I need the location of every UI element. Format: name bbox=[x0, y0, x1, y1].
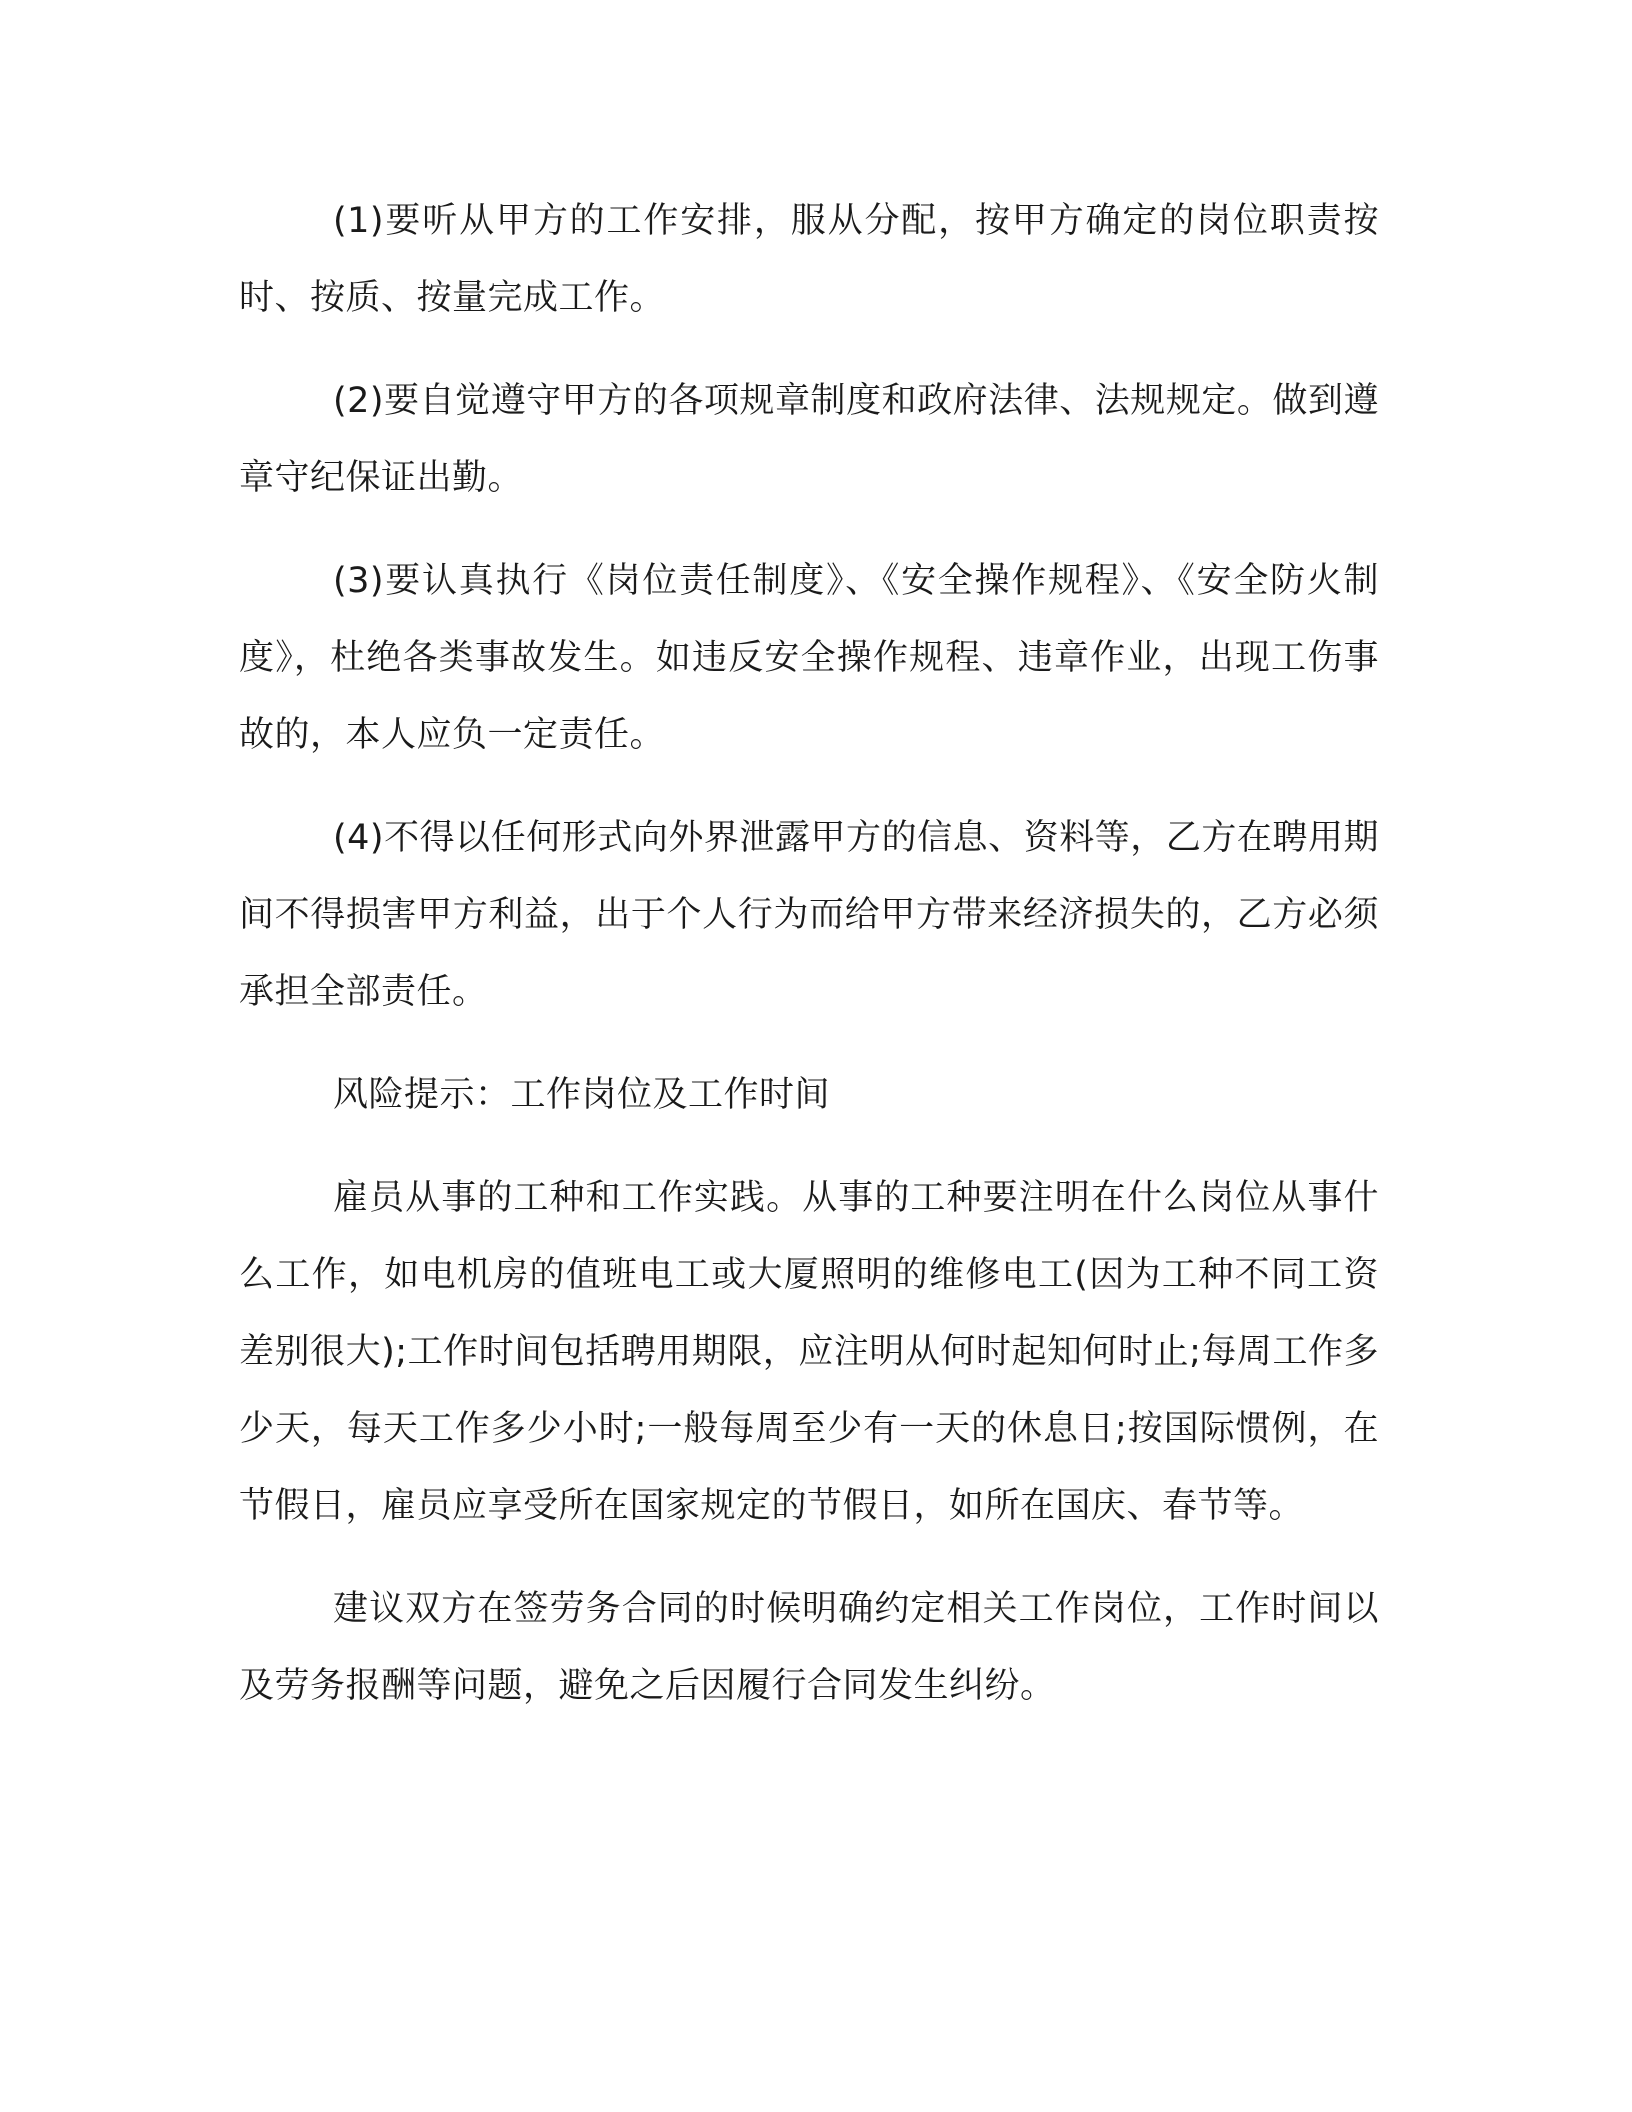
clause-3-paragraph: (3)要认真执行《岗位责任制度》、《安全操作规程》、《安全防火制度》，杜绝各类事故发生。如违反安全操作规程、违章作业，出现工伤事故的，本人应负一定责任。 bbox=[239, 561, 1379, 755]
clause-2-paragraph: (2)要自觉遵守甲方的各项规章制度和政府法律、法规规定。做到遵章守纪保证出勤。 bbox=[239, 381, 1379, 498]
risk-heading: 风险提示：工作岗位及工作时间 bbox=[333, 1075, 831, 1115]
document-body bbox=[239, 183, 1379, 1751]
clause-4-paragraph: (4)不得以任何形式向外界泄露甲方的信息、资料等，乙方在聘用期间不得损害甲方利益，出于个人行为而给甲方带来经济损失的，乙方必须承担全部责任。 bbox=[239, 818, 1379, 1012]
risk-description-paragraph: 雇员从事的工种和工作实践。从事的工种要注明在什么岗位从事什么工作，如电机房的值班电工或大厦照明的维修电工(因为工种不同工资差别很大);工作时间包括聘用期限，应注明从何时起知何时止;每周工作多少天，每天工作多少小时;一般每周至少有一天的休息日;按国际惯例，在节假日，雇员应享受所在国家规定的节假日，如所在国庆、春节等。 bbox=[239, 1178, 1379, 1526]
clause-1-paragraph: (1)要听从甲方的工作安排，服从分配，按甲方确定的岗位职责按时、按质、按量完成工作。 bbox=[239, 201, 1379, 318]
advice-paragraph: 建议双方在签劳务合同的时候明确约定相关工作岗位，工作时间以及劳务报酬等问题，避免之后因履行合同发生纠纷。 bbox=[239, 1589, 1379, 1706]
